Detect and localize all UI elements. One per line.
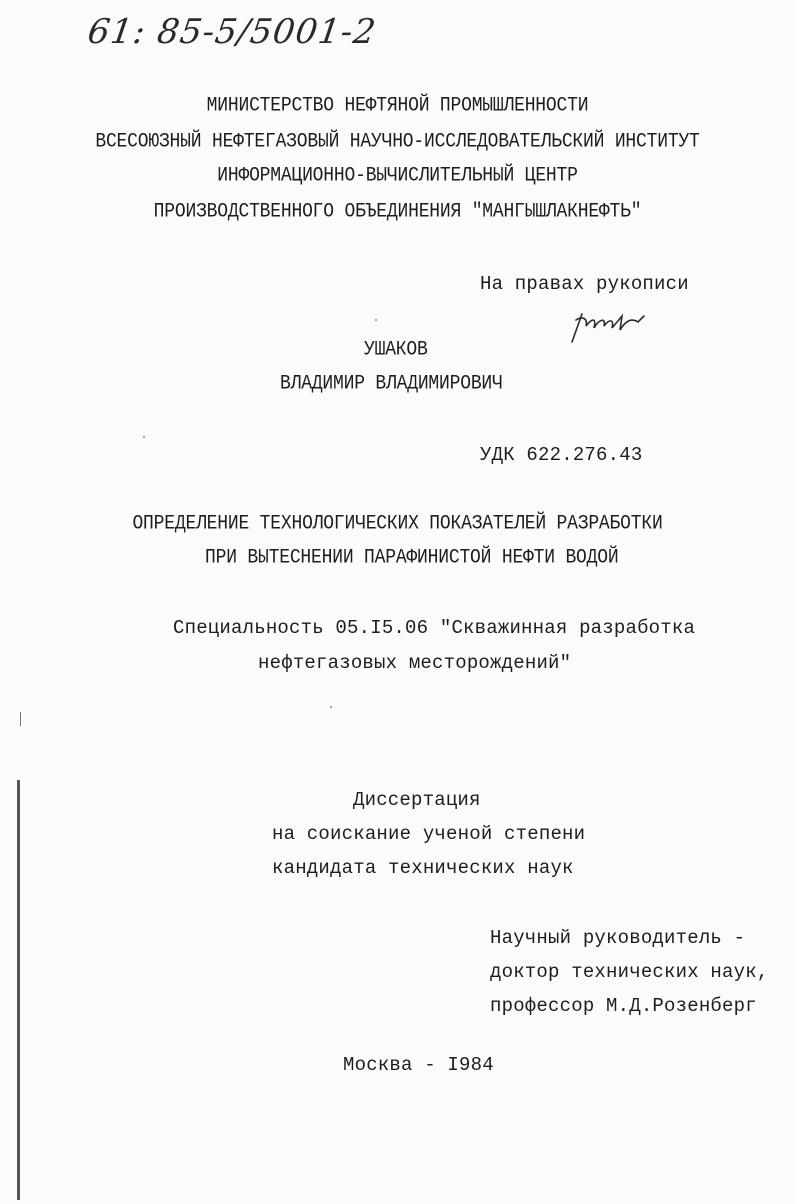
thesis-title-line1: ОПРЕДЕЛЕНИЕ ТЕХНОЛОГИЧЕСКИХ ПОКАЗАТЕЛЕЙ РАЗРАБОТКИ [132,512,663,536]
supervisor-name: профессор М.Д.Розенберг [490,995,757,1017]
manuscript-note: На правах рукописи [480,273,689,295]
udc-code: УДК 622.276.43 [480,444,643,466]
binding-mark [20,712,21,726]
computing-center-line: ИНФОРМАЦИОННО-ВЫЧИСЛИТЕЛЬНЫЙ ЦЕНТР [217,164,578,188]
paper-speck [143,436,145,438]
paper-speck [375,319,377,321]
specialty-line1: Специальность 05.I5.06 "Скважинная разработка [173,617,696,639]
signature-mark [566,306,650,346]
author-given-names: ВЛАДИМИР ВЛАДИМИРОВИЧ [280,372,503,396]
place-and-year: Москва - I984 [343,1054,494,1076]
archive-number: 61: 85-5/5001-2 [85,12,379,52]
dissertation-label: Диссертация [353,789,481,811]
thesis-title-line2: ПРИ ВЫТЕСНЕНИИ ПАРАФИНИСТОЙ НЕФТИ ВОДОЙ [205,546,619,570]
binding-edge-line [17,780,20,1200]
specialty-line2: нефтегазовых месторождений" [258,652,572,674]
association-line: ПРОИЗВОДСТВЕННОГО ОБЪЕДИНЕНИЯ "МАНГЫШЛАКНЕФТЬ" [153,200,642,224]
author-surname: УШАКОВ [364,338,428,362]
ministry-line: МИНИСТЕРСТВО НЕФТЯНОЙ ПРОМЫШЛЕННОСТИ [206,94,589,118]
degree-field-line: кандидата технических наук [272,857,574,879]
paper-speck [330,706,332,708]
institute-line: ВСЕСОЮЗНЫЙ НЕФТЕГАЗОВЫЙ НАУЧНО-ИССЛЕДОВАТЕЛЬСКИЙ ИНСТИТУТ [95,130,700,154]
supervisor-degree: доктор технических наук, [490,961,769,983]
supervisor-label: Научный руководитель - [490,927,746,949]
degree-line: на соискание ученой степени [272,823,586,845]
